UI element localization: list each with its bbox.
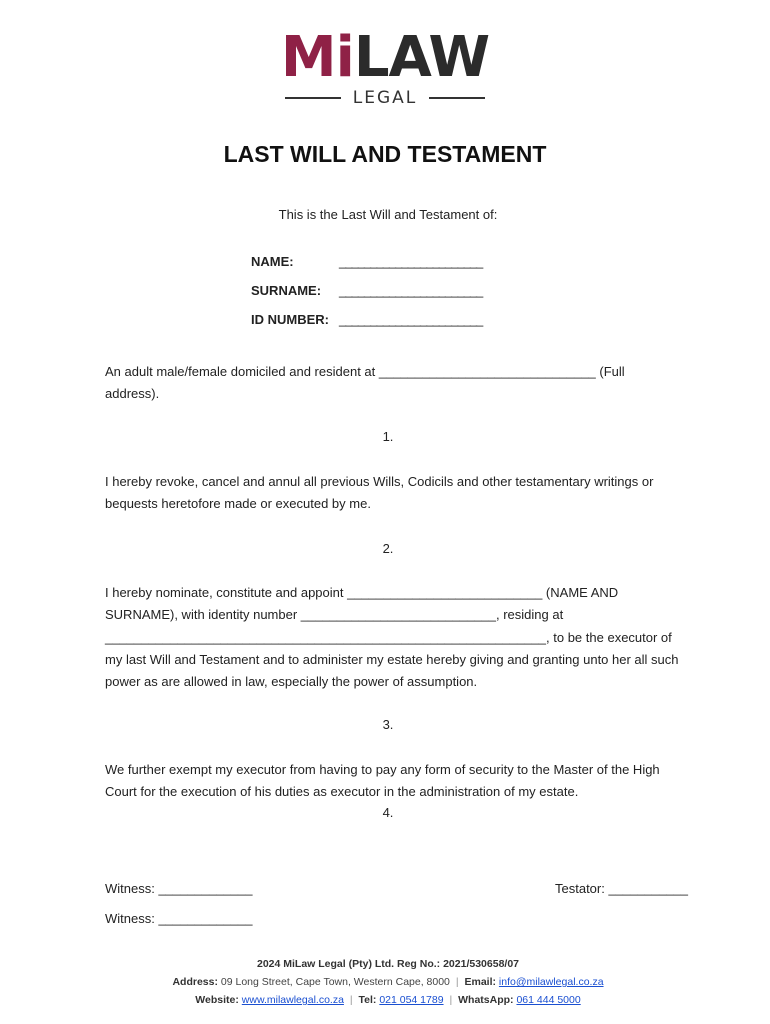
footer-whatsapp-label: WhatsApp: <box>458 994 514 1006</box>
section-number-3: 3. <box>382 717 394 732</box>
logo-rule-right <box>429 97 485 99</box>
section-number-1: 1. <box>382 429 394 444</box>
footer-contact-line <box>0 976 770 988</box>
field-surname <box>251 283 482 312</box>
witness-2-line[interactable]: Witness: _____________ <box>105 911 253 926</box>
logo-legal: LEGAL <box>352 88 418 108</box>
section-text-2: I hereby nominate, constitute and appoint ___________________________ (NAME AND SURNAME), with identity number ___________________________, residing at _____________________________________________________________, to be the executor of my last Will and Testament and to administer my estate hereby giving and granting unto her all such power as are allowed in law, especially the power of assumption. <box>105 585 679 690</box>
witness-1-line[interactable]: Witness: _____________ <box>105 881 253 896</box>
logo-law: LAW <box>353 25 490 90</box>
section-text-1: I hereby revoke, cancel and annul all previous Wills, Codicils and other testamentary writings or bequests heretofore made or executed by me. <box>105 474 654 512</box>
footer-web-line <box>0 994 770 1006</box>
intro-text: This is the Last Will and Testament of: <box>278 207 498 222</box>
field-surname-label: SURNAME: <box>251 283 322 298</box>
section-number-2: 2. <box>382 541 394 556</box>
testator-fields <box>251 254 482 341</box>
footer-website-link[interactable]: www.milawlegal.co.za <box>241 994 344 1006</box>
field-name <box>251 254 482 283</box>
footer-address: 09 Long Street, Cape Town, Western Cape, 8000 <box>220 976 450 988</box>
footer-email-label: Email: <box>464 976 496 988</box>
company-logo <box>0 25 770 108</box>
section-number-4: 4. <box>382 805 394 820</box>
footer-whatsapp-link[interactable]: 061 444 5000 <box>516 994 581 1006</box>
field-name-line[interactable]: _______________________ <box>339 254 483 269</box>
testator-line[interactable]: Testator: ___________ <box>555 881 688 896</box>
footer-website-label: Website: <box>195 994 239 1006</box>
logo-mi: Mi <box>280 25 354 90</box>
address-paragraph: An adult male/female domiciled and resident at ______________________________ (Full address). <box>105 364 625 402</box>
logo-wordmark <box>0 25 770 90</box>
field-name-label: NAME: <box>251 254 294 269</box>
field-id-number <box>251 312 482 341</box>
logo-rule-left <box>285 97 341 99</box>
section-text-3: We further exempt my executor from having to pay any form of security to the Master of the High Court for the execution of his duties as executor in the administration of my estate. <box>105 762 660 800</box>
footer-tel-label: Tel: <box>358 994 377 1006</box>
field-id-number-label: ID NUMBER: <box>251 312 329 327</box>
footer-separator: | <box>455 976 459 988</box>
logo-subline <box>0 88 770 108</box>
field-surname-line[interactable]: _______________________ <box>339 283 483 298</box>
footer-address-label: Address: <box>172 976 218 988</box>
footer-email-link[interactable]: info@milawlegal.co.za <box>498 976 604 988</box>
footer-separator: | <box>349 994 353 1006</box>
document-title: LAST WILL AND TESTAMENT <box>223 141 547 167</box>
footer-company-text: 2024 MiLaw Legal (Pty) Ltd. Reg No.: 2021/530658/07 <box>256 958 520 970</box>
field-id-number-line[interactable]: _______________________ <box>339 312 483 327</box>
footer-tel-link[interactable]: 021 054 1789 <box>379 994 444 1006</box>
footer-company <box>0 958 770 970</box>
footer-separator: | <box>449 994 453 1006</box>
